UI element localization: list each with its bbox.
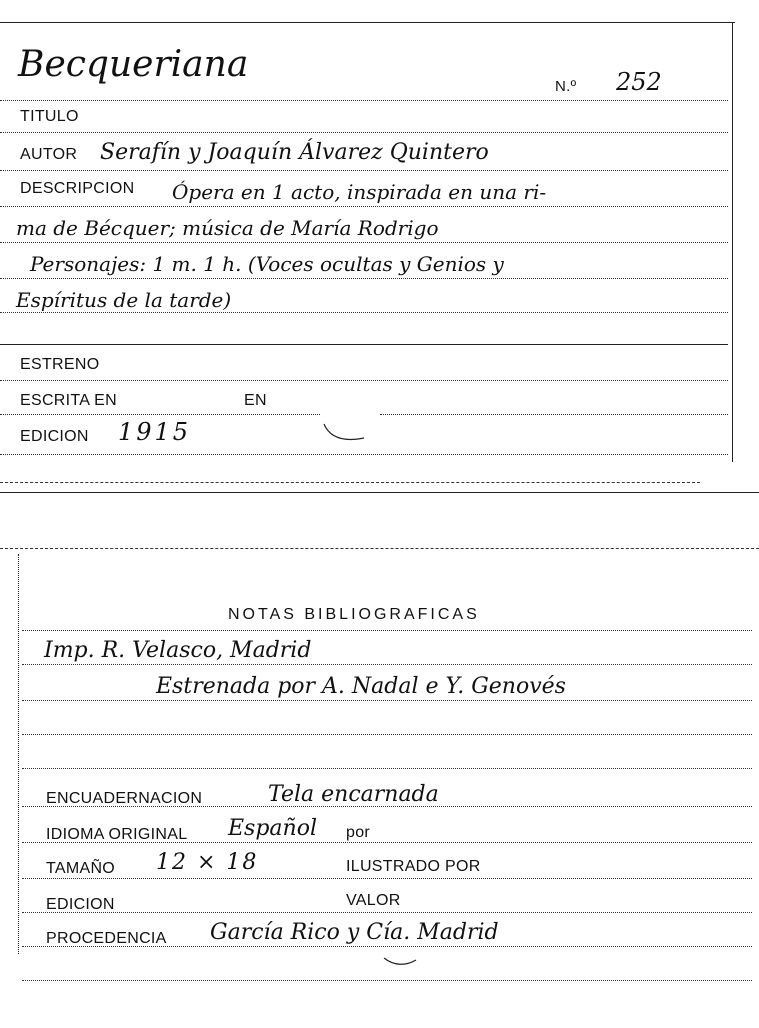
catalog-card-top — [0, 0, 759, 500]
rule-idioma — [22, 842, 752, 843]
rule-titulo — [0, 132, 728, 133]
valor-label: VALOR — [346, 892, 401, 909]
rule-notas-3 — [22, 700, 752, 701]
title-value: Becqueriana — [18, 44, 249, 85]
tamano-label: TAMAÑO — [46, 860, 116, 877]
en-label: EN — [244, 392, 267, 409]
edicion-value: 1915 — [118, 418, 192, 446]
descripcion-line-2: ma de Bécquer; música de María Rodrigo — [16, 216, 439, 240]
rule-tamano — [22, 878, 752, 879]
card-separator — [0, 492, 759, 493]
card-bottom-edge — [0, 482, 700, 483]
rule-notas-1 — [22, 630, 752, 631]
rule-bottom — [22, 980, 752, 981]
rule-estreno — [0, 380, 728, 381]
ink-mark-2 — [380, 952, 420, 968]
rule-notas-2 — [22, 664, 752, 665]
encuadernacion-label: ENCUADERNACION — [46, 790, 203, 807]
procedencia-value: García Rico y Cía. Madrid — [210, 920, 499, 945]
number-label: N.º — [555, 78, 577, 95]
rule-escrita-left — [0, 414, 320, 415]
card-right-border — [732, 22, 733, 462]
nota-line-2: Estrenada por A. Nadal e Y. Genovés — [156, 674, 566, 699]
number-value: 252 — [616, 68, 662, 96]
rule-edicion — [0, 454, 728, 455]
notas-heading: NOTAS BIBLIOGRAFICAS — [228, 606, 480, 623]
rule-notas-5 — [22, 768, 752, 769]
card2-top-border — [0, 548, 759, 549]
nota-line-1: Imp. R. Velasco, Madrid — [44, 638, 312, 663]
descripcion-line-3: Personajes: 1 m. 1 h. (Voces ocultas y Genios y — [30, 252, 504, 276]
rule-escrita-right — [380, 414, 728, 415]
encuadernacion-value: Tela encarnada — [268, 782, 439, 807]
idioma-label: IDIOMA ORIGINAL — [46, 826, 188, 843]
ink-mark — [320, 418, 370, 446]
autor-label: AUTOR — [20, 146, 78, 163]
descripcion-line-1: Ópera en 1 acto, inspirada en una ri- — [172, 180, 547, 204]
rule-encuadernacion — [22, 806, 752, 807]
por-label: por — [346, 824, 371, 841]
rule-autor — [0, 170, 728, 171]
escrita-en-label: ESCRITA EN — [20, 392, 117, 409]
rule-desc-4 — [0, 312, 728, 313]
rule-desc-end — [0, 344, 728, 345]
autor-value: Serafín y Joaquín Álvarez Quintero — [100, 140, 489, 165]
ilustrado-label: ILUSTRADO POR — [346, 858, 481, 875]
estreno-label: ESTRENO — [20, 356, 100, 373]
edicion-2-label: EDICION — [46, 896, 115, 913]
rule-desc-2 — [0, 242, 728, 243]
rule-desc-1 — [0, 206, 728, 207]
titulo-label: TITULO — [20, 108, 79, 125]
descripcion-line-4: Espíritus de la tarde) — [16, 288, 232, 312]
rule-notas-4 — [22, 734, 752, 735]
rule-edicion-2 — [22, 912, 752, 913]
tamano-value: 12 × 18 — [156, 850, 259, 875]
procedencia-label: PROCEDENCIA — [46, 930, 167, 947]
rule-desc-3 — [0, 278, 728, 279]
catalog-card-bottom — [0, 540, 759, 1028]
edicion-label: EDICION — [20, 428, 89, 445]
card-top-border — [0, 22, 735, 23]
rule-title — [0, 100, 728, 101]
idioma-value: Español — [228, 816, 317, 841]
card2-left-border — [18, 554, 19, 954]
rule-procedencia — [22, 946, 752, 947]
descripcion-label: DESCRIPCION — [20, 180, 135, 197]
